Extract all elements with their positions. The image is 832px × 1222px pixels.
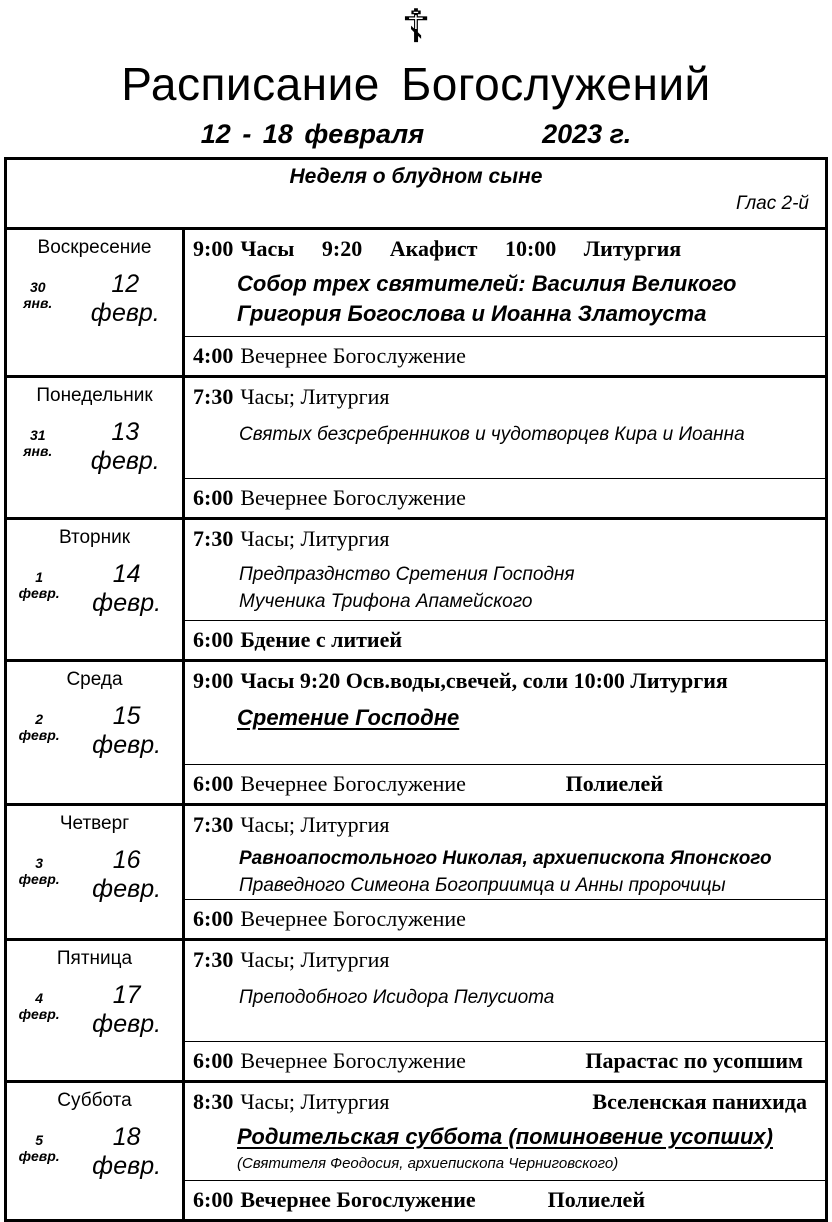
evening-service [185, 764, 825, 803]
evening-time: 6:00 [193, 485, 234, 510]
evening-time: 6:00 [193, 906, 234, 931]
morning-time: 7:30 [193, 384, 234, 409]
evening-time: 6:00 [193, 1048, 234, 1073]
page-title: Расписание Богослужений [121, 58, 711, 110]
day-dates [15, 560, 174, 618]
day-old-date: 1 февр. [18, 569, 60, 601]
morning-services [185, 520, 825, 620]
day-name: Пятница [56, 948, 133, 969]
evening-text: Бдение с литией [240, 627, 403, 652]
morning-time: 7:30 [193, 812, 234, 837]
morning-line [193, 810, 815, 839]
morning-time: 8:30 [193, 1089, 234, 1114]
day-dates [15, 270, 174, 328]
evening-text: Вечернее Богослужение [240, 1187, 476, 1212]
saint-line: Святых безсребренников и чудотворцев Кира и Иоанна [239, 424, 745, 445]
evening-text: Вечернее Богослужение [240, 906, 466, 931]
year-label: 2023 г. [542, 119, 632, 149]
morning-services [185, 941, 825, 1041]
day-cell-tuesday [6, 519, 184, 661]
saint-line: Собор трех святителей: Василия Великого [237, 271, 737, 296]
evening-service [185, 620, 825, 659]
saint-line: Мученика Трифона Апамейского [239, 591, 533, 612]
saint-line: (Святителя Феодосия, архиепископа Черниговского) [237, 1155, 619, 1172]
morning-text: Часы 9:20 Осв.воды,свечей, соли 10:00 Литургия [240, 668, 728, 693]
morning-line [193, 524, 815, 553]
evening-time: 6:00 [193, 1187, 234, 1212]
day-new-date: 17 февр. [92, 981, 162, 1038]
morning-text: Часы; Литургия [240, 812, 390, 837]
day-name: Среда [66, 669, 123, 690]
evening-service [185, 1180, 825, 1219]
schedule-table [4, 157, 828, 1222]
services-cell-wednesday [184, 661, 827, 805]
table-header-row [6, 159, 827, 229]
day-old-date: 5 февр. [18, 1132, 60, 1164]
morning-time: 9:00 [193, 236, 234, 261]
day-name: Воскресение [37, 237, 152, 258]
day-dates [15, 981, 174, 1039]
evening-text: Вечернее Богослужение [240, 1048, 466, 1073]
morning-services [185, 806, 825, 899]
evening-note: Парастас по усопшим [585, 1048, 803, 1073]
morning-line [193, 666, 815, 695]
table-row [6, 805, 827, 940]
table-row [6, 229, 827, 377]
day-cell-wednesday [6, 661, 184, 805]
day-cell-thursday [6, 805, 184, 940]
day-dates [15, 702, 174, 760]
morning-time: 9:00 [193, 668, 234, 693]
evening-time: 6:00 [193, 771, 234, 796]
day-old-date: 3 февр. [18, 855, 60, 887]
services-cell-monday [184, 377, 827, 519]
masthead [0, 0, 832, 150]
day-new-date: 15 февр. [92, 702, 162, 759]
day-cell-sunday [6, 229, 184, 377]
evening-text: Вечернее Богослужение [240, 771, 466, 796]
services-cell-saturday [184, 1082, 827, 1221]
morning-line [193, 1087, 815, 1116]
table-row [6, 377, 827, 519]
orthodox-cross-icon: ☦ [401, 0, 431, 53]
morning-services [185, 230, 825, 336]
day-name: Четверг [59, 813, 130, 834]
day-old-date: 31 янв. [23, 427, 53, 459]
services-cell-thursday [184, 805, 827, 940]
morning-time: 7:30 [193, 947, 234, 972]
morning-text: Часы 9:20 Акафист 10:00 Литургия [240, 236, 682, 261]
day-new-date: 12 февр. [90, 270, 160, 327]
date-subtitle [0, 118, 832, 150]
day-old-date: 2 февр. [18, 711, 60, 743]
morning-text: Часы; Литургия [240, 1089, 390, 1114]
services-cell-friday [184, 940, 827, 1082]
day-cell-friday [6, 940, 184, 1082]
evening-time: 6:00 [193, 627, 234, 652]
morning-text: Часы; Литургия [240, 384, 390, 409]
day-name: Суббота [57, 1090, 132, 1111]
day-name: Понедельник [36, 385, 153, 406]
day-cell-saturday [6, 1082, 184, 1221]
saint-line: Преподобного Исидора Пелусиота [239, 987, 555, 1008]
morning-services [185, 378, 825, 478]
table-row [6, 1082, 827, 1221]
morning-note: Вселенская панихида [592, 1089, 807, 1114]
evening-note: Полиелей [547, 1187, 645, 1212]
day-new-date: 13 февр. [90, 418, 160, 475]
evening-note: Полиелей [565, 771, 663, 796]
day-old-date: 30 янв. [23, 279, 53, 311]
services-cell-tuesday [184, 519, 827, 661]
day-new-date: 16 февр. [92, 846, 162, 903]
day-dates [15, 846, 174, 904]
morning-text: Часы; Литургия [240, 526, 390, 551]
evening-text: Вечернее Богослужение [240, 485, 466, 510]
day-cell-monday [6, 377, 184, 519]
evening-service [185, 1041, 825, 1080]
evening-service [185, 478, 825, 517]
day-dates [15, 418, 174, 476]
day-new-date: 14 февр. [92, 560, 162, 617]
table-row [6, 661, 827, 805]
week-header-cell [6, 159, 827, 229]
day-name: Вторник [58, 527, 131, 548]
services-cell-sunday [184, 229, 827, 377]
evening-text: Вечернее Богослужение [240, 343, 466, 368]
morning-line [193, 382, 815, 411]
saint-line: Григория Богослова и Иоанна Златоуста [237, 301, 707, 326]
date-range: 12 - 18 февраля [200, 119, 425, 149]
morning-services [185, 662, 825, 764]
morning-line [193, 234, 815, 263]
tone-label: Глас 2-й [735, 193, 809, 214]
day-new-date: 18 февр. [92, 1123, 162, 1180]
morning-text: Часы; Литургия [240, 947, 390, 972]
morning-line [193, 945, 815, 974]
saint-line: Праведного Симеона Богоприимца и Анны пророчицы [239, 875, 726, 896]
feast-name: Сретение Господне [237, 705, 460, 730]
table-row [6, 940, 827, 1082]
evening-service [185, 899, 825, 938]
evening-service [185, 336, 825, 375]
morning-services [185, 1083, 825, 1180]
day-old-date: 4 февр. [18, 990, 60, 1022]
saint-line: Предпразднство Сретения Господня [239, 564, 575, 585]
evening-time: 4:00 [193, 343, 234, 368]
day-dates [15, 1123, 174, 1181]
saint-line: Равноапостольного Николая, архиепископа Японского [239, 848, 772, 869]
feast-name: Родительская суббота (поминовение усопших) [237, 1124, 773, 1149]
week-title: Неделя о блудном сыне [289, 165, 543, 188]
morning-time: 7:30 [193, 526, 234, 551]
table-row [6, 519, 827, 661]
